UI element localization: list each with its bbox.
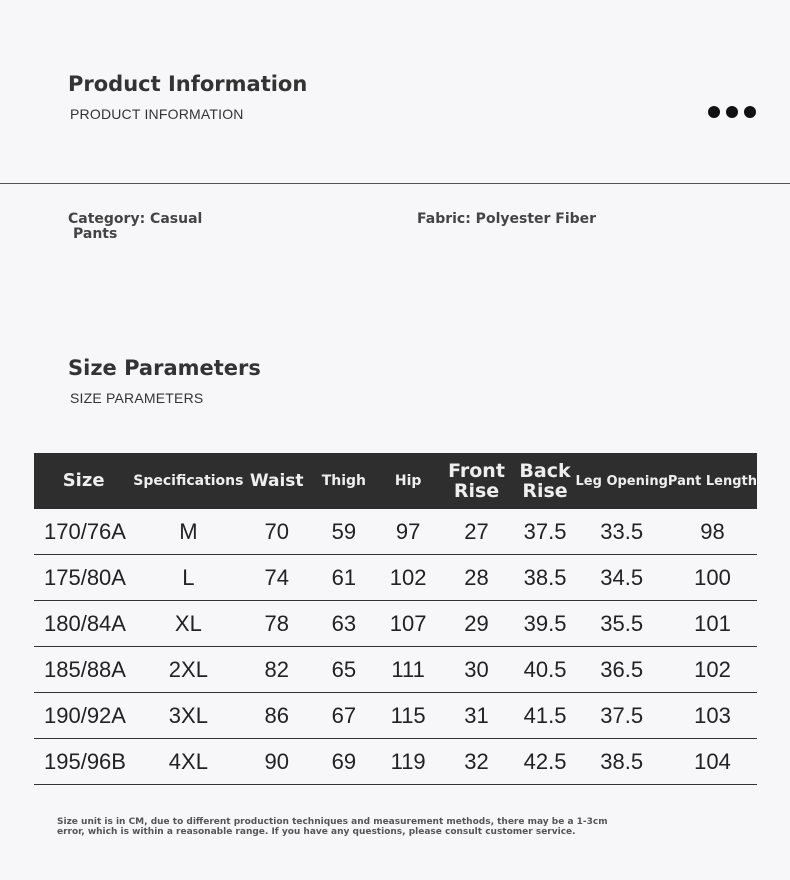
table-cell: 97 [378, 509, 439, 555]
table-row [34, 601, 757, 647]
table-cell: 38.5 [515, 555, 576, 601]
section-divider [0, 183, 790, 184]
table-cell: 100 [668, 555, 757, 601]
footnote-line-2: error, which is within a reasonable range. If you have any questions, please consult customer service. [57, 827, 576, 837]
table-cell: 119 [378, 739, 439, 785]
table-cell: 32 [438, 739, 514, 785]
table-cell: 42.5 [515, 739, 576, 785]
table-cell: 35.5 [576, 601, 668, 647]
table-cell: 102 [668, 647, 757, 693]
table-row [34, 647, 757, 693]
table-cell: XL [133, 601, 243, 647]
table-cell: 98 [668, 509, 757, 555]
table-cell: 61 [310, 555, 378, 601]
table-cell: 2XL [133, 647, 243, 693]
table-cell: 115 [378, 693, 439, 739]
table-cell: 36.5 [576, 647, 668, 693]
table-row [34, 693, 757, 739]
header-size: Size [62, 470, 105, 491]
product-info-subtitle: PRODUCT INFORMATION [70, 106, 244, 122]
fabric-attribute: Fabric: Polyester Fiber [417, 211, 597, 227]
table-cell: 65 [310, 647, 378, 693]
table-cell: 38.5 [576, 739, 668, 785]
category-line-2: Pants [73, 226, 118, 242]
table-cell: 74 [243, 555, 309, 601]
size-table [34, 453, 757, 785]
header-leg-opening: Leg Opening [575, 473, 668, 489]
table-cell: 82 [243, 647, 309, 693]
header-hip: Hip [394, 473, 422, 489]
table-cell: 27 [438, 509, 514, 555]
table-cell: 39.5 [515, 601, 576, 647]
table-cell: 30 [438, 647, 514, 693]
dot-icon [726, 106, 738, 118]
table-cell: 90 [243, 739, 309, 785]
header-pant-length: Pant Length [667, 473, 757, 489]
table-cell: 28 [438, 555, 514, 601]
table-cell: 3XL [133, 693, 243, 739]
table-cell: 111 [378, 647, 439, 693]
table-cell: 70 [243, 509, 309, 555]
table-row [34, 555, 757, 601]
category-attribute [68, 212, 218, 242]
table-cell: 104 [668, 739, 757, 785]
table-cell: 101 [668, 601, 757, 647]
footnote-line-1: Size unit is in CM, due to different production techniques and measurement methods, there may be a 1-3cm [57, 817, 608, 827]
table-cell: 86 [243, 693, 309, 739]
table-cell: L [133, 555, 243, 601]
size-params-title: Size Parameters [68, 356, 261, 380]
table-cell: 41.5 [515, 693, 576, 739]
table-cell: 107 [378, 601, 439, 647]
header-front-rise: Front Rise [448, 460, 505, 502]
table-cell: 33.5 [576, 509, 668, 555]
table-cell: 37.5 [515, 509, 576, 555]
dot-icon [708, 106, 720, 118]
table-cell: 59 [310, 509, 378, 555]
table-cell: 102 [378, 555, 439, 601]
header-specifications: Specifications [133, 473, 244, 489]
size-footnote [57, 817, 617, 837]
table-cell: 175/80A [34, 555, 133, 601]
table-cell: 29 [438, 601, 514, 647]
table-header-row [34, 453, 757, 509]
table-cell: 195/96B [34, 739, 133, 785]
table-cell: 69 [310, 739, 378, 785]
header-back-rise: Back Rise [519, 460, 571, 502]
table-cell: 40.5 [515, 647, 576, 693]
table-cell: 37.5 [576, 693, 668, 739]
table-cell: 170/76A [34, 509, 133, 555]
table-cell: 78 [243, 601, 309, 647]
header-thigh: Thigh [321, 473, 367, 489]
product-info-title: Product Information [68, 72, 308, 96]
table-cell: M [133, 509, 243, 555]
table-row [34, 509, 757, 555]
table-cell: 31 [438, 693, 514, 739]
table-cell: 34.5 [576, 555, 668, 601]
table-cell: 63 [310, 601, 378, 647]
table-cell: 4XL [133, 739, 243, 785]
table-cell: 180/84A [34, 601, 133, 647]
dot-icon [744, 106, 756, 118]
more-dots-icon [708, 106, 756, 118]
category-line-1: Category: Casual [68, 211, 203, 227]
table-cell: 190/92A [34, 693, 133, 739]
table-row [34, 739, 757, 785]
header-waist: Waist [249, 471, 304, 491]
table-cell: 67 [310, 693, 378, 739]
table-cell: 103 [668, 693, 757, 739]
table-cell: 185/88A [34, 647, 133, 693]
size-params-subtitle: SIZE PARAMETERS [70, 390, 204, 406]
